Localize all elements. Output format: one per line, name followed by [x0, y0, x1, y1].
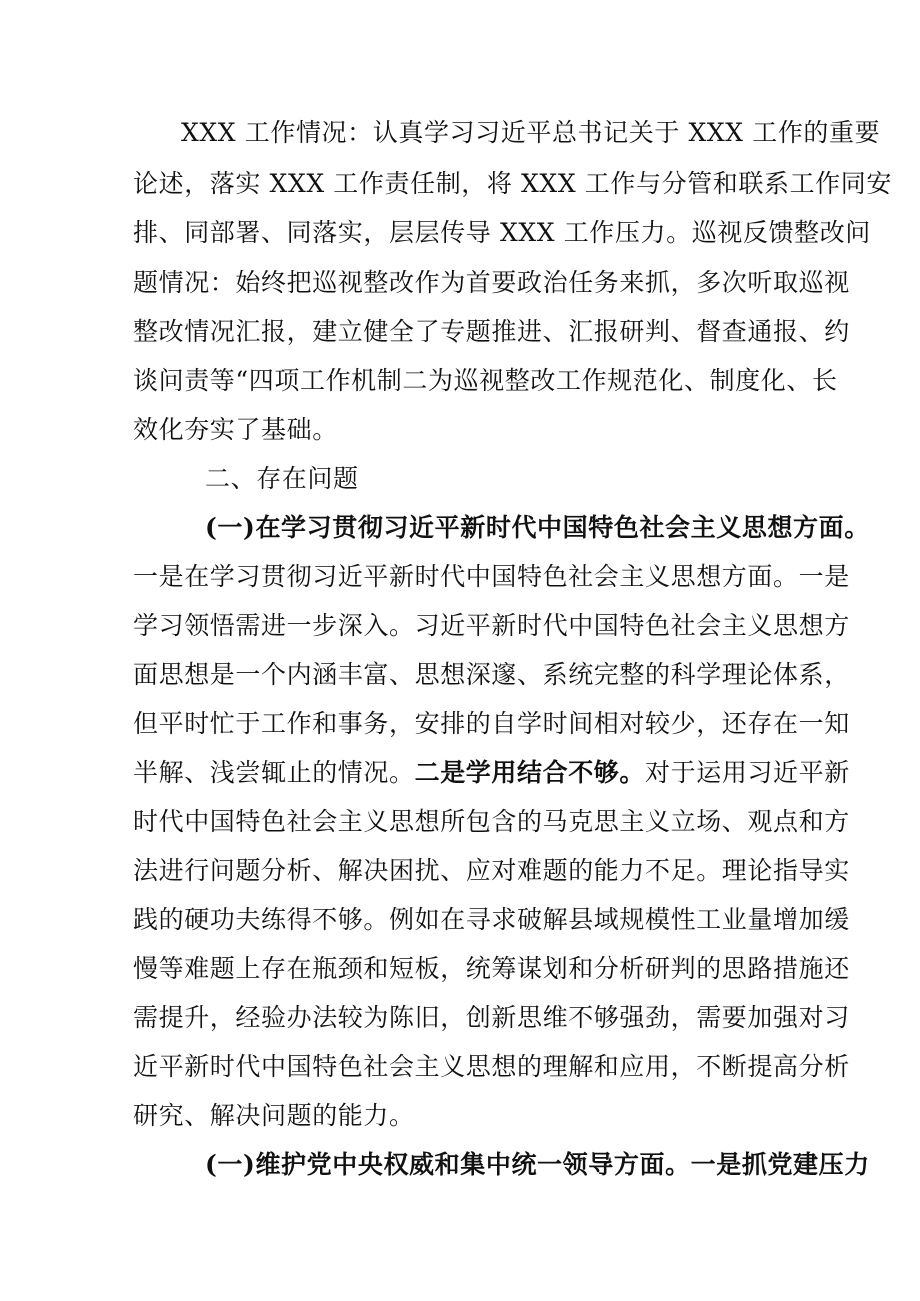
- paragraph-line: 研究、解决问题的能力。: [133, 1101, 415, 1130]
- section-heading: 二、存在问题: [205, 464, 359, 493]
- paragraph-text: 半解、浅尝辄止的情况。: [133, 758, 415, 787]
- paragraph-line: 慢等难题上存在瓶颈和短板，统筹谋划和分析研判的思路措施还: [133, 954, 850, 983]
- emphasis-text: 二是学用结合不够。: [414, 758, 646, 787]
- paragraph-line: 论述，落实 XXX 工作责任制，将 XXX 工作与分管和联系工作同安: [133, 169, 892, 198]
- subsection-heading: (一)维护党中央权威和集中统一领导方面。一是抓党建压力: [205, 1150, 870, 1179]
- paragraph-line: 整改情况汇报，建立健全了专题推进、汇报研判、督查通报、约: [133, 317, 850, 346]
- paragraph-line: 法进行问题分析、解决困扰、应对难题的能力不足。理论指导实: [133, 856, 850, 885]
- paragraph-line: 题情况：始终把巡视整改作为首要政治任务来抓，多次听取巡视: [133, 268, 850, 297]
- paragraph-line: XXX 工作情况：认真学习习近平总书记关于 XXX 工作的重要: [181, 118, 881, 147]
- paragraph-line: [133, 757, 850, 789]
- paragraph-line: 践的硬功夫练得不够。例如在寻求破解县域规模性工业量增加缓: [133, 905, 850, 934]
- paragraph-line: 时代中国特色社会主义思想所包含的马克思主义立场、观点和方: [133, 807, 850, 836]
- paragraph-line: 效化夯实了基础。: [133, 415, 338, 444]
- subsection-heading: (一)在学习贯彻习近平新时代中国特色社会主义思想方面。: [205, 513, 870, 542]
- paragraph-line: 但平时忙于工作和事务，安排的自学时间相对较少，还存在一知: [133, 709, 850, 738]
- paragraph-line: 学习领悟需进一步深入。习近平新时代中国特色社会主义思想方: [133, 611, 850, 640]
- paragraph-line: 近平新时代中国特色社会主义思想的理解和应用，不断提高分析: [133, 1052, 850, 1081]
- paragraph-line: 排、同部署、同落实，层层传导 XXX 工作压力。巡视反馈整改问: [133, 218, 871, 247]
- paragraph-line: 面思想是一个内涵丰富、思想深邃、系统完整的科学理论体系，: [133, 660, 850, 689]
- paragraph-line: 一是在学习贯彻习近平新时代中国特色社会主义思想方面。一是: [133, 562, 850, 591]
- paragraph-line: 需提升，经验办法较为陈旧，创新思维不够强劲，需要加强对习: [133, 1003, 850, 1032]
- paragraph-text: 对于运用习近平新: [645, 758, 850, 787]
- paragraph-line: 谈问责等“四项工作机制二为巡视整改工作规范化、制度化、长: [133, 366, 838, 395]
